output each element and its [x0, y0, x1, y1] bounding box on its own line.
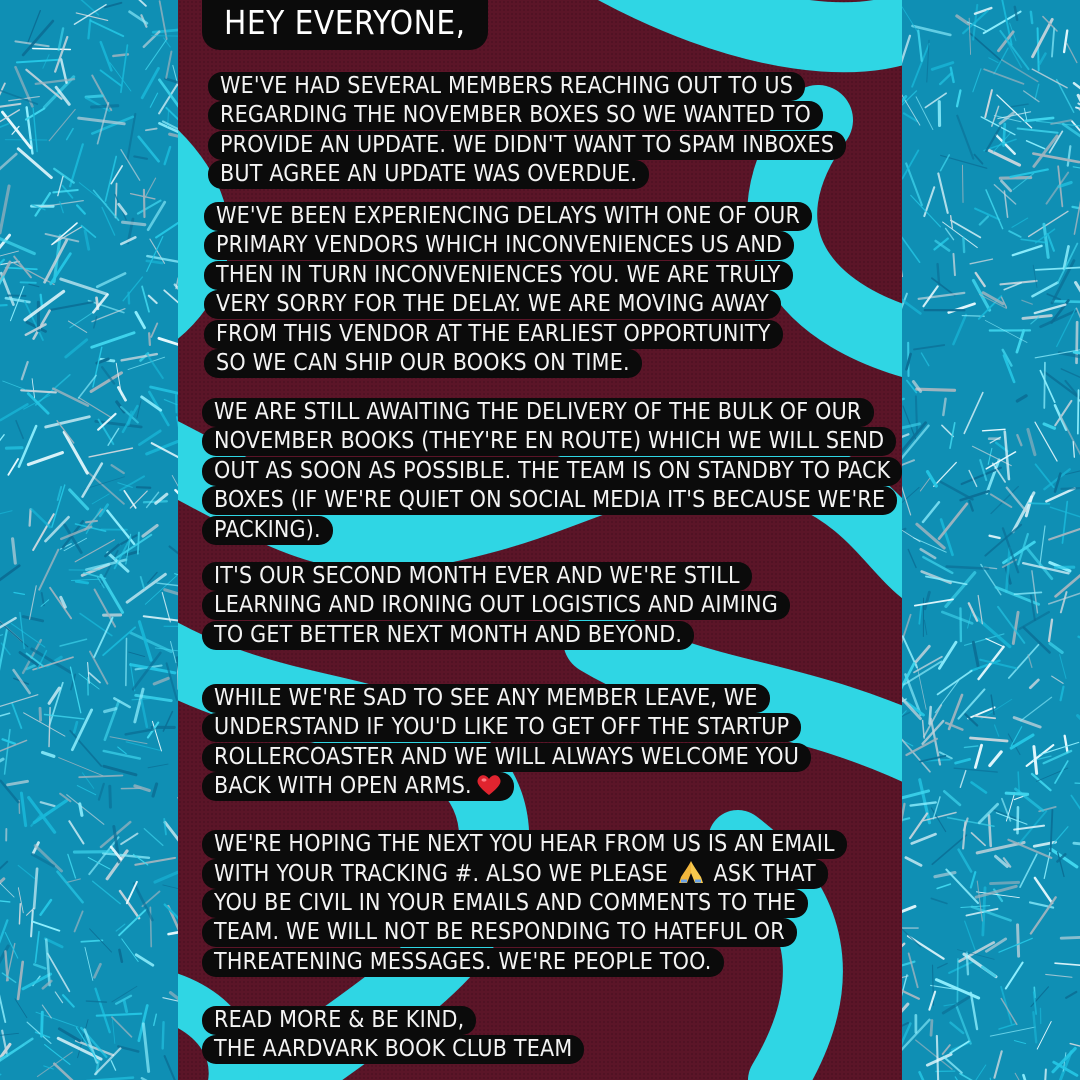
message-line-text: FROM THIS VENDOR AT THE EARLIEST OPPORTUNITY	[216, 320, 771, 347]
message-line-text: WHILE WE'RE SAD TO SEE ANY MEMBER LEAVE, WE	[214, 685, 758, 711]
message-line-text: IT'S OUR SECOND MONTH EVER AND WE'RE STILL	[214, 563, 740, 589]
message-line-text: BUT AGREE AN UPDATE WAS OVERDUE.	[220, 161, 638, 188]
message-line	[204, 231, 794, 260]
message-line	[204, 290, 781, 319]
message-line-text: THREATENING MESSAGES. WE'RE PEOPLE TOO.	[214, 948, 712, 975]
message-line-text: NOVEMBER BOOKS (THEY'RE EN ROUTE) WHICH WE WILL SEND	[214, 428, 885, 455]
message-line-text: WE'RE HOPING THE NEXT YOU HEAR FROM US IS AN EMAIL	[214, 831, 835, 857]
tinsel-left-texture	[0, 0, 178, 1080]
message-line-text: WE'VE HAD SEVERAL MEMBERS REACHING OUT TO US	[220, 73, 794, 99]
message-line	[204, 349, 642, 378]
message-line-text: BACK WITH OPEN ARMS.	[214, 773, 472, 800]
tinsel-right-texture	[902, 0, 1080, 1080]
message-line-text: TO GET BETTER NEXT MONTH AND BEYOND.	[214, 621, 683, 648]
message-line	[202, 591, 790, 620]
message-line-text: WE ARE STILL AWAITING THE DELIVERY OF THE BULK OF OUR	[214, 399, 862, 425]
message-line-text: WITH YOUR TRACKING #. ALSO WE PLEASE	[214, 861, 668, 888]
heart-icon	[476, 774, 502, 796]
message-line	[202, 621, 694, 650]
message-line-text: PRIMARY VENDORS WHICH INCONVENIENCES US AND	[216, 232, 783, 259]
message-line	[202, 684, 770, 713]
message-line-text: BOXES (IF WE'RE QUIET ON SOCIAL MEDIA IT'S BECAUSE WE'RE	[214, 487, 886, 514]
message-line-text: OUT AS SOON AS POSSIBLE. THE TEAM IS ON STANDBY TO PACK	[214, 457, 891, 484]
message-line-text: UNDERSTAND IF YOU'D LIKE TO GET OFF THE STARTUP	[214, 714, 790, 741]
message-line	[204, 261, 793, 290]
message-line	[202, 713, 801, 742]
message-line	[202, 948, 724, 977]
message-line	[202, 398, 874, 427]
message-line-text: THEN IN TURN INCONVENIENCES YOU. WE ARE TRULY	[216, 261, 781, 288]
message-line-text: VERY SORRY FOR THE DELAY. WE ARE MOVING AWAY	[216, 291, 769, 318]
message-line	[202, 562, 752, 591]
message-line-text: PACKING).	[214, 516, 321, 543]
message-line-text: WE'VE BEEN EXPERIENCING DELAYS WITH ONE OF OUR	[216, 203, 801, 229]
message-line-text: LEARNING AND IRONING OUT LOGISTICS AND AIMING	[214, 592, 778, 619]
message-line	[202, 889, 808, 918]
message-line	[202, 743, 811, 772]
message-line-text: READ MORE & BE KIND,	[214, 1007, 465, 1033]
message-line	[208, 101, 823, 130]
message-line-text: ROLLERCOASTER AND WE WILL ALWAYS WELCOME YOU	[214, 743, 800, 770]
tinsel-right-panel	[902, 0, 1080, 1080]
message-line-text: PROVIDE AN UPDATE. WE DIDN'T WANT TO SPAM INBOXES	[220, 131, 835, 158]
message-line	[202, 859, 828, 889]
message-line-text: THE AARDVARK BOOK CLUB TEAM	[214, 1036, 573, 1063]
message-line	[202, 457, 902, 486]
message-line	[202, 918, 797, 947]
message-line	[208, 131, 846, 160]
folded-hands-icon	[677, 859, 705, 885]
heading: HEY EVERYONE,	[202, 0, 488, 50]
message-line	[202, 1035, 584, 1064]
message-line	[202, 1006, 476, 1035]
message-line	[202, 830, 847, 859]
message-line	[202, 427, 896, 456]
message-line	[204, 202, 812, 231]
message-line-suffix: ASK THAT	[706, 861, 816, 888]
message-line	[202, 486, 897, 515]
message-line	[208, 160, 649, 189]
message-line-text: TEAM. WE WILL NOT BE RESPONDING TO HATEFUL OR	[214, 919, 785, 946]
message-line	[204, 320, 783, 349]
story-panel	[178, 0, 902, 1080]
message-line-text: SO WE CAN SHIP OUR BOOKS ON TIME.	[216, 350, 630, 376]
message-line	[202, 772, 514, 801]
tinsel-left-panel	[0, 0, 178, 1080]
message-line-text: REGARDING THE NOVEMBER BOXES SO WE WANTED TO	[220, 102, 812, 129]
message-line-text: YOU BE CIVIL IN YOUR EMAILS AND COMMENTS TO THE	[214, 889, 797, 916]
message-line	[202, 516, 333, 545]
message-line	[208, 72, 805, 101]
